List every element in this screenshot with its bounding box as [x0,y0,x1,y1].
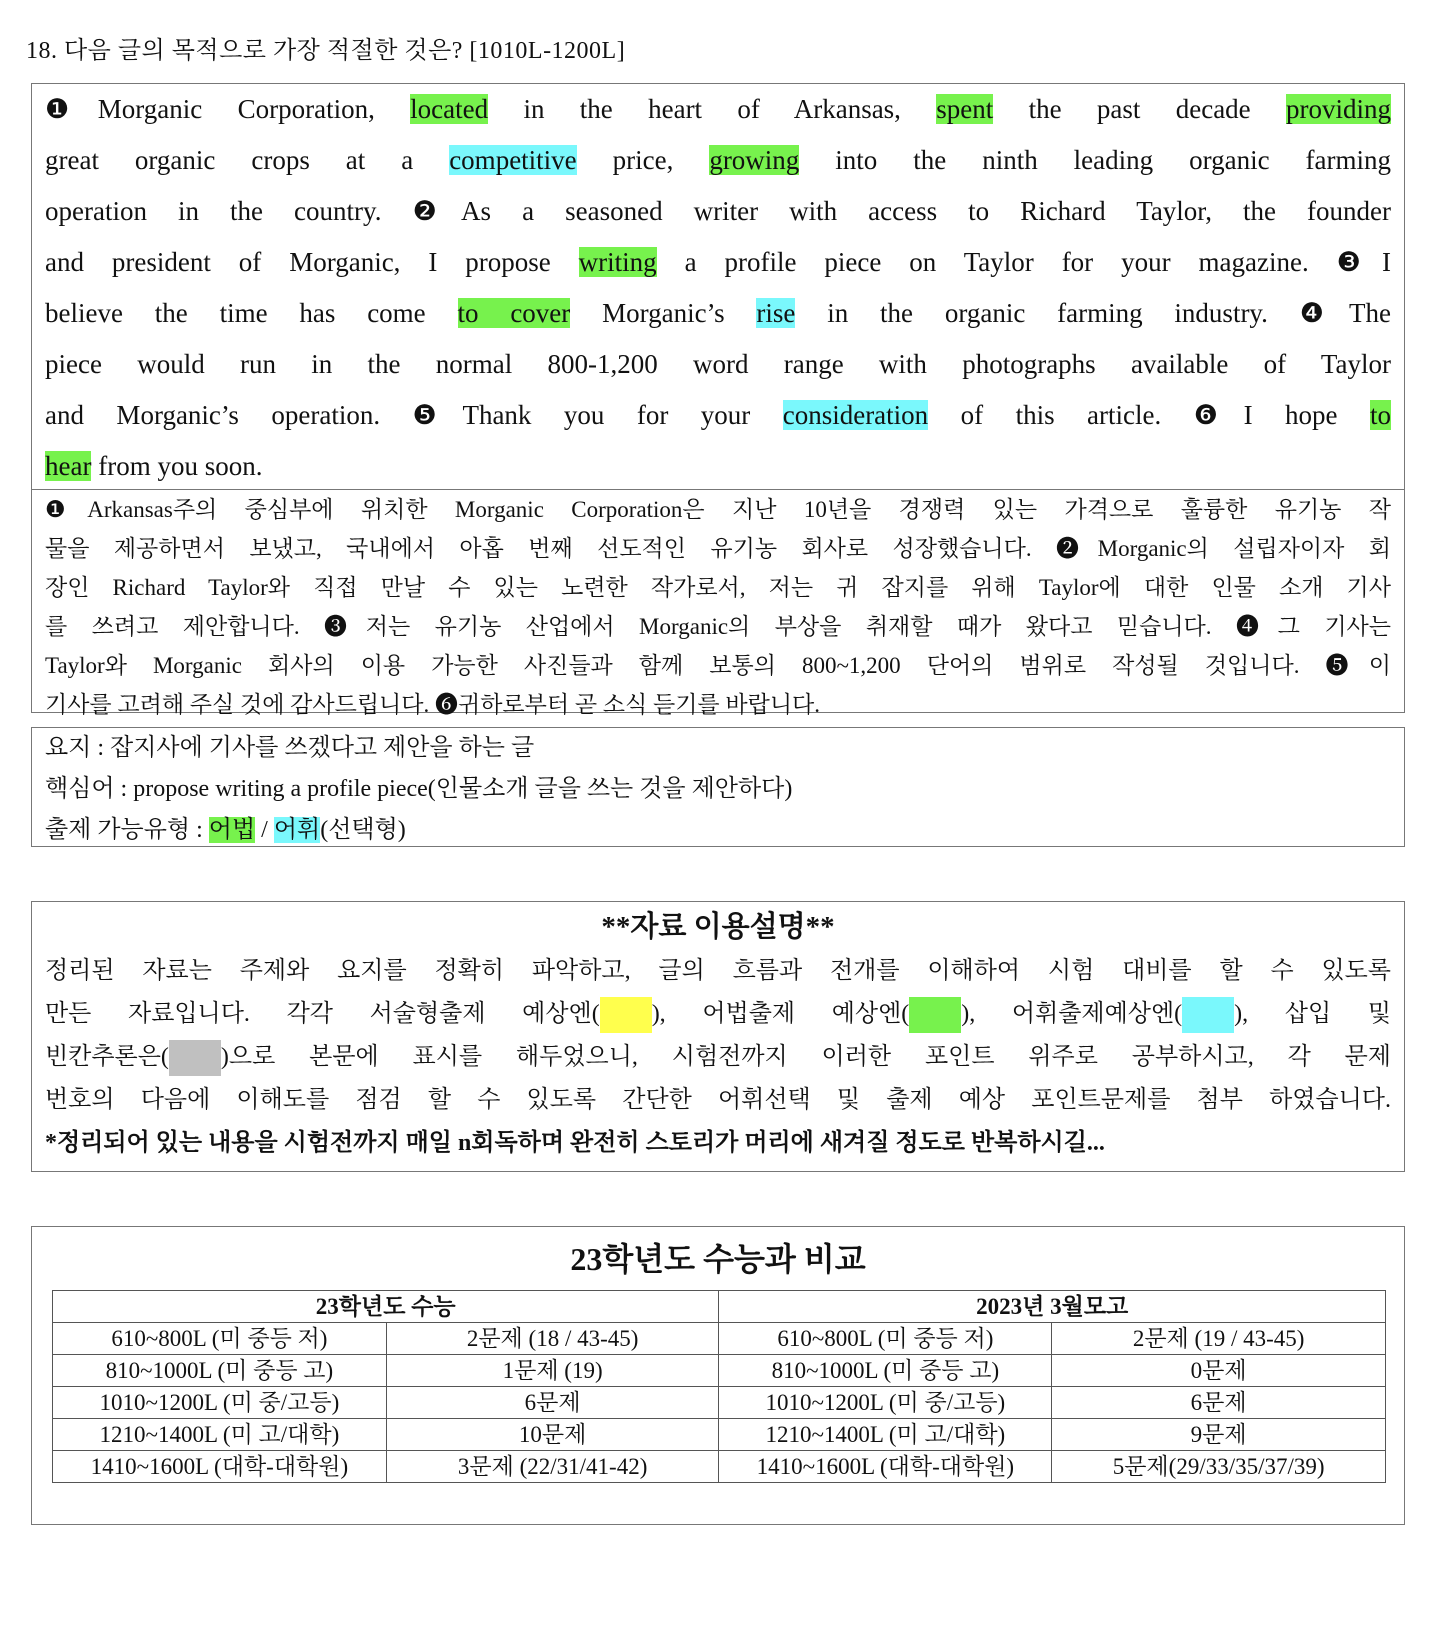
passage-line [45,390,1391,441]
korean-translation [32,490,1404,724]
summary-box [31,727,1405,847]
comparison-title: 23학년도 수능과 비교 [570,1241,866,1277]
grammar-highlight: located [410,94,489,124]
usage-guide-box [31,901,1405,1172]
insert-blank-color-swatch [169,1040,221,1076]
translation-line: ❶Arkansas주의 중심부에 위치한 Morganic Corporation은 지난 10년을 경쟁력 있는 가격으로 훌륭한 유기농 작 [45,497,1391,522]
header-suneung: 23학년도 수능 [53,1291,719,1323]
lexile-range-cell: 1210~1400L (미 고/대학) [719,1419,1052,1451]
translation-line: 장인 Richard Taylor와 직접 만날 수 있는 노련한 작가로서, 저는 귀 잡지를 위해 Taylor에 대한 인물 소개 기사 [45,575,1391,600]
grammar-highlight: spent [936,94,994,124]
passage-text: in the heart of Arkansas, [488,94,937,124]
grammar-highlight: to [1369,400,1391,430]
usage-text: )으로 본문에 표시를 해두었으니, 시험전까지 이러한 포인트 위주로 공부하시고, 각 문제 [220,1044,1391,1070]
passage-box [31,83,1405,717]
translation-line: 기사를 고려해 주실 것에 감사드립니다. ❻귀하로부터 곧 소식 듣기를 바랍니다. [45,692,821,717]
passage-text: of this article. ❻I hope [928,400,1370,430]
comparison-box [31,1226,1405,1525]
question-count-cell: 6문제 [386,1387,719,1419]
usage-line [45,1036,1391,1079]
lexile-range-cell: 610~800L (미 중등 저) [53,1323,387,1355]
question-count-cell: 10문제 [386,1419,719,1451]
question-types [45,810,1391,851]
type-vocab: 어휘 [273,817,321,843]
translation-line: 물을 제공하면서 보냈고, 국내에서 아홉 번째 선도적인 유기농 회사로 성장했습니다. ❷Morganic의 설립자이자 회 [45,536,1391,561]
grammar-highlight: hear [45,451,92,481]
lexile-range-cell: 1410~1600L (대학-대학원) [53,1451,387,1483]
question-count-cell: 1문제 (19) [386,1355,719,1387]
passage-text: in the organic farming industry. ❹The [795,298,1392,328]
passage-text: believe the time has come [45,298,458,328]
usage-line [45,993,1391,1036]
header-march-mock: 2023년 3월모고 [719,1291,1386,1323]
usage-text: ), 삽입 및 [1234,1001,1391,1027]
vocab-color-swatch [1182,997,1234,1033]
usage-text: ), 어휘출제예상엔( [961,1001,1183,1027]
passage-line [45,186,1391,237]
question-count-cell: 9문제 [1052,1419,1386,1451]
grammar-highlight: growing [709,145,800,175]
gist: 요지 : 잡지사에 기사를 쓰겠다고 제안을 하는 글 [45,735,535,761]
table-row [53,1387,1386,1419]
question-count-cell: 5문제(29/33/35/37/39) [1052,1451,1386,1483]
passage-text: from you soon. [91,451,263,481]
vocab-highlight: competitive [449,145,577,175]
passage-text: a profile piece on Taylor for your magazine. ❸I [656,247,1391,277]
english-passage [32,84,1404,490]
types-label: 출제 가능유형 : [45,817,209,843]
passage-text: Morganic’s [570,298,757,328]
passage-text: operation in the country. ❷As a seasoned writer with access to Richard Taylor, the founder [45,196,1391,226]
passage-text: piece would run in the normal 800-1,200 word range with photographs available of Taylor [45,349,1391,379]
usage-title: **자료 이용설명** [601,911,835,943]
grammar-highlight: to cover [457,298,571,328]
table-row [53,1355,1386,1387]
question-count-cell: 2문제 (19 / 43-45) [1052,1323,1386,1355]
passage-text: into the ninth leading organic farming [799,145,1391,175]
passage-line [45,288,1391,339]
question-count-cell: 2문제 (18 / 43-45) [386,1323,719,1355]
translation-line: 를 쓰려고 제안합니다. ❸저는 유기농 산업에서 Morganic의 부상을 취재할 때가 왔다고 믿습니다. ❹그 기사는 [45,614,1391,639]
vocab-highlight: rise [756,298,796,328]
type-grammar: 어법 [208,817,256,843]
table-row [53,1323,1386,1355]
types-separator: / [255,817,274,843]
passage-line [45,339,1391,390]
lexile-range-cell: 610~800L (미 중등 저) [719,1323,1052,1355]
usage-line: 번호의 다음에 이해도를 점검 할 수 있도록 간단한 어휘선택 및 출제 예상 포인트문제를 첨부 하였습니다. [45,1087,1391,1113]
lexile-range-cell: 810~1000L (미 중등 고) [719,1355,1052,1387]
passage-line [45,135,1391,186]
lexile-range-cell: 810~1000L (미 중등 고) [53,1355,387,1387]
passage-text: and Morganic’s operation. ❺Thank you for your [45,400,783,430]
lexile-range-cell: 1010~1200L (미 중/고등) [53,1387,387,1419]
question-count-cell: 0문제 [1052,1355,1386,1387]
passage-line [45,237,1391,288]
question-count-cell: 3문제 (22/31/41-42) [386,1451,719,1483]
passage-text: price, [576,145,710,175]
passage-text: great organic crops at a [45,145,450,175]
question-title: 18. 다음 글의 목적으로 가장 적절한 것은? [1010L-1200L] [26,38,626,64]
essay-color-swatch [600,997,652,1033]
translation-line: Taylor와 Morganic 회사의 이용 가능한 사진들과 함께 보통의 800~1,200 단어의 범위로 작성될 것입니다. ❺이 [45,653,1391,678]
usage-text: 만든 자료입니다. 각각 서술형출제 예상엔( [45,1001,600,1027]
keyword: 핵심어 : propose writing a profile piece(인물소개 글을 쓰는 것을 제안하다) [45,776,793,802]
usage-line: 정리된 자료는 주제와 요지를 정확히 파악하고, 글의 흐름과 전개를 이해하여 시험 대비를 할 수 있도록 [45,958,1391,984]
grammar-color-swatch [909,997,961,1033]
vocab-highlight: consideration [782,400,929,430]
lexile-range-cell: 1210~1400L (미 고/대학) [53,1419,387,1451]
lexile-range-cell: 1010~1200L (미 중/고등) [719,1387,1052,1419]
passage-line [45,84,1391,135]
passage-text: and president of Morganic, I propose [45,247,579,277]
passage-line [45,441,1391,492]
table-row [53,1419,1386,1451]
lexile-range-cell: 1410~1600L (대학-대학원) [719,1451,1052,1483]
comparison-table [52,1290,1386,1483]
passage-text: ❶Morganic Corporation, [45,94,411,124]
grammar-highlight: providing [1286,94,1391,124]
table-row [53,1451,1386,1483]
usage-text: ), 어법출제 예상엔( [651,1001,910,1027]
question-count-cell: 6문제 [1052,1387,1386,1419]
passage-text: the past decade [993,94,1286,124]
grammar-highlight: writing [578,247,657,277]
types-suffix: (선택형) [320,817,406,843]
usage-note: *정리되어 있는 내용을 시험전까지 매일 n회독하며 완전히 스토리가 머리에 새겨질 정도로 반복하시길... [45,1130,1105,1156]
usage-text: 빈칸추론은( [45,1044,169,1070]
